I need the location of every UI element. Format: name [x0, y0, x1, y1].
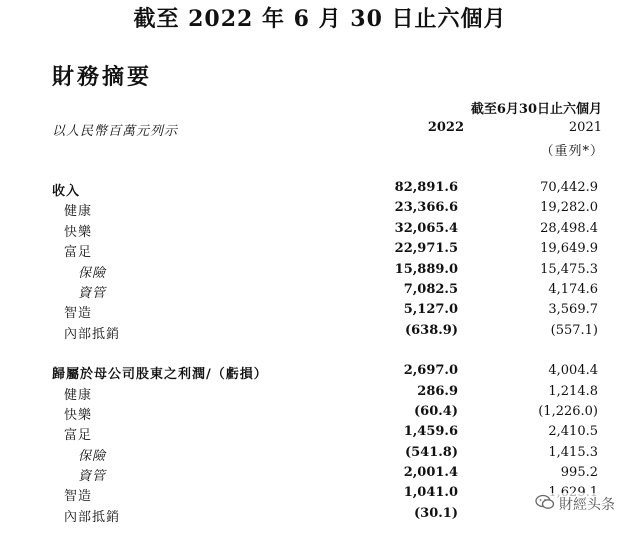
value-2022: 1,041.0: [403, 485, 458, 501]
row-label: 保險: [78, 265, 107, 281]
row-label: 健康: [64, 387, 93, 403]
table-row: [0, 240, 640, 260]
value-2022: (541.8): [404, 444, 458, 460]
row-label: 富足: [64, 245, 93, 261]
value-2022: 1,459.6: [403, 424, 458, 440]
row-label: 智造: [64, 306, 93, 322]
table-row: [0, 423, 640, 443]
table-row: [0, 322, 640, 342]
restated-note: （重列*）: [540, 144, 604, 159]
table-row: [0, 261, 640, 281]
table-row: [0, 281, 640, 301]
value-2022: (638.9): [404, 322, 458, 338]
value-2021: 1,415.3: [548, 444, 598, 460]
row-label: 健康: [64, 204, 93, 220]
value-2021: 995.2: [560, 465, 598, 481]
value-2022: 32,065.4: [394, 220, 458, 236]
value-2022: 2,001.4: [403, 465, 458, 481]
row-label: 富足: [64, 428, 93, 444]
currency-note: 以人民幣百萬元列示: [52, 124, 179, 139]
value-2022: 2,697.0: [403, 363, 458, 379]
table-row: [0, 362, 640, 382]
value-2022: 15,889.0: [394, 261, 458, 277]
value-2021: 1,214.8: [548, 383, 598, 399]
value-2021: 4,174.6: [548, 281, 598, 297]
value-2021: 2,410.5: [548, 424, 598, 440]
row-spacer: [0, 342, 640, 362]
value-2022: 23,366.6: [394, 200, 458, 216]
table-row: [0, 220, 640, 240]
watermark: [532, 493, 618, 515]
row-label: 快樂: [64, 224, 93, 240]
row-label: 智造: [64, 489, 93, 505]
table-row: [0, 464, 640, 484]
column-header-2022: 2022: [427, 120, 464, 135]
page-title: 截至 2022 年 6 月 30 日止六個月: [133, 6, 507, 32]
value-2021: (557.1): [550, 322, 598, 338]
row-label: 資管: [78, 469, 107, 485]
wechat-icon: [535, 494, 555, 514]
value-2022: 5,127.0: [403, 302, 458, 318]
row-label: 快樂: [64, 407, 93, 423]
section-heading: 財務摘要: [52, 64, 153, 90]
row-label: 資管: [78, 285, 107, 301]
table-row: [0, 301, 640, 321]
row-label: 歸屬於母公司股東之利潤/（虧損）: [52, 367, 268, 383]
value-2021: 19,282.0: [540, 200, 598, 216]
row-label: 內部抵銷: [64, 509, 121, 525]
table-row: [0, 179, 640, 199]
value-2022: 22,971.5: [394, 241, 458, 257]
table-row: [0, 383, 640, 403]
table-row: [0, 403, 640, 423]
value-2021: 19,649.9: [540, 241, 598, 257]
row-label: 保險: [78, 448, 107, 464]
financial-table: [0, 179, 640, 525]
value-2022: 286.9: [417, 383, 458, 399]
row-label: 內部抵銷: [64, 326, 121, 342]
period-header: 截至6月30日止六個月: [470, 102, 602, 117]
value-2021: (1,226.0): [538, 403, 598, 419]
value-2021: 70,442.9: [540, 180, 598, 195]
table-row: [0, 199, 640, 219]
column-header-2021: 2021: [568, 120, 602, 135]
value-2021: 4,004.4: [548, 363, 598, 379]
value-2022: (30.1): [414, 505, 458, 521]
row-label: 收入: [52, 184, 81, 199]
value-2021: 15,475.3: [540, 261, 598, 277]
value-2021: 28,498.4: [540, 220, 598, 236]
value-2021: 3,569.7: [548, 302, 598, 318]
value-2022: (60.4): [414, 403, 458, 419]
value-2022: 82,891.6: [394, 180, 458, 195]
watermark-text: 財經头条: [559, 497, 615, 513]
table-row: [0, 444, 640, 464]
value-2022: 7,082.5: [403, 281, 458, 297]
